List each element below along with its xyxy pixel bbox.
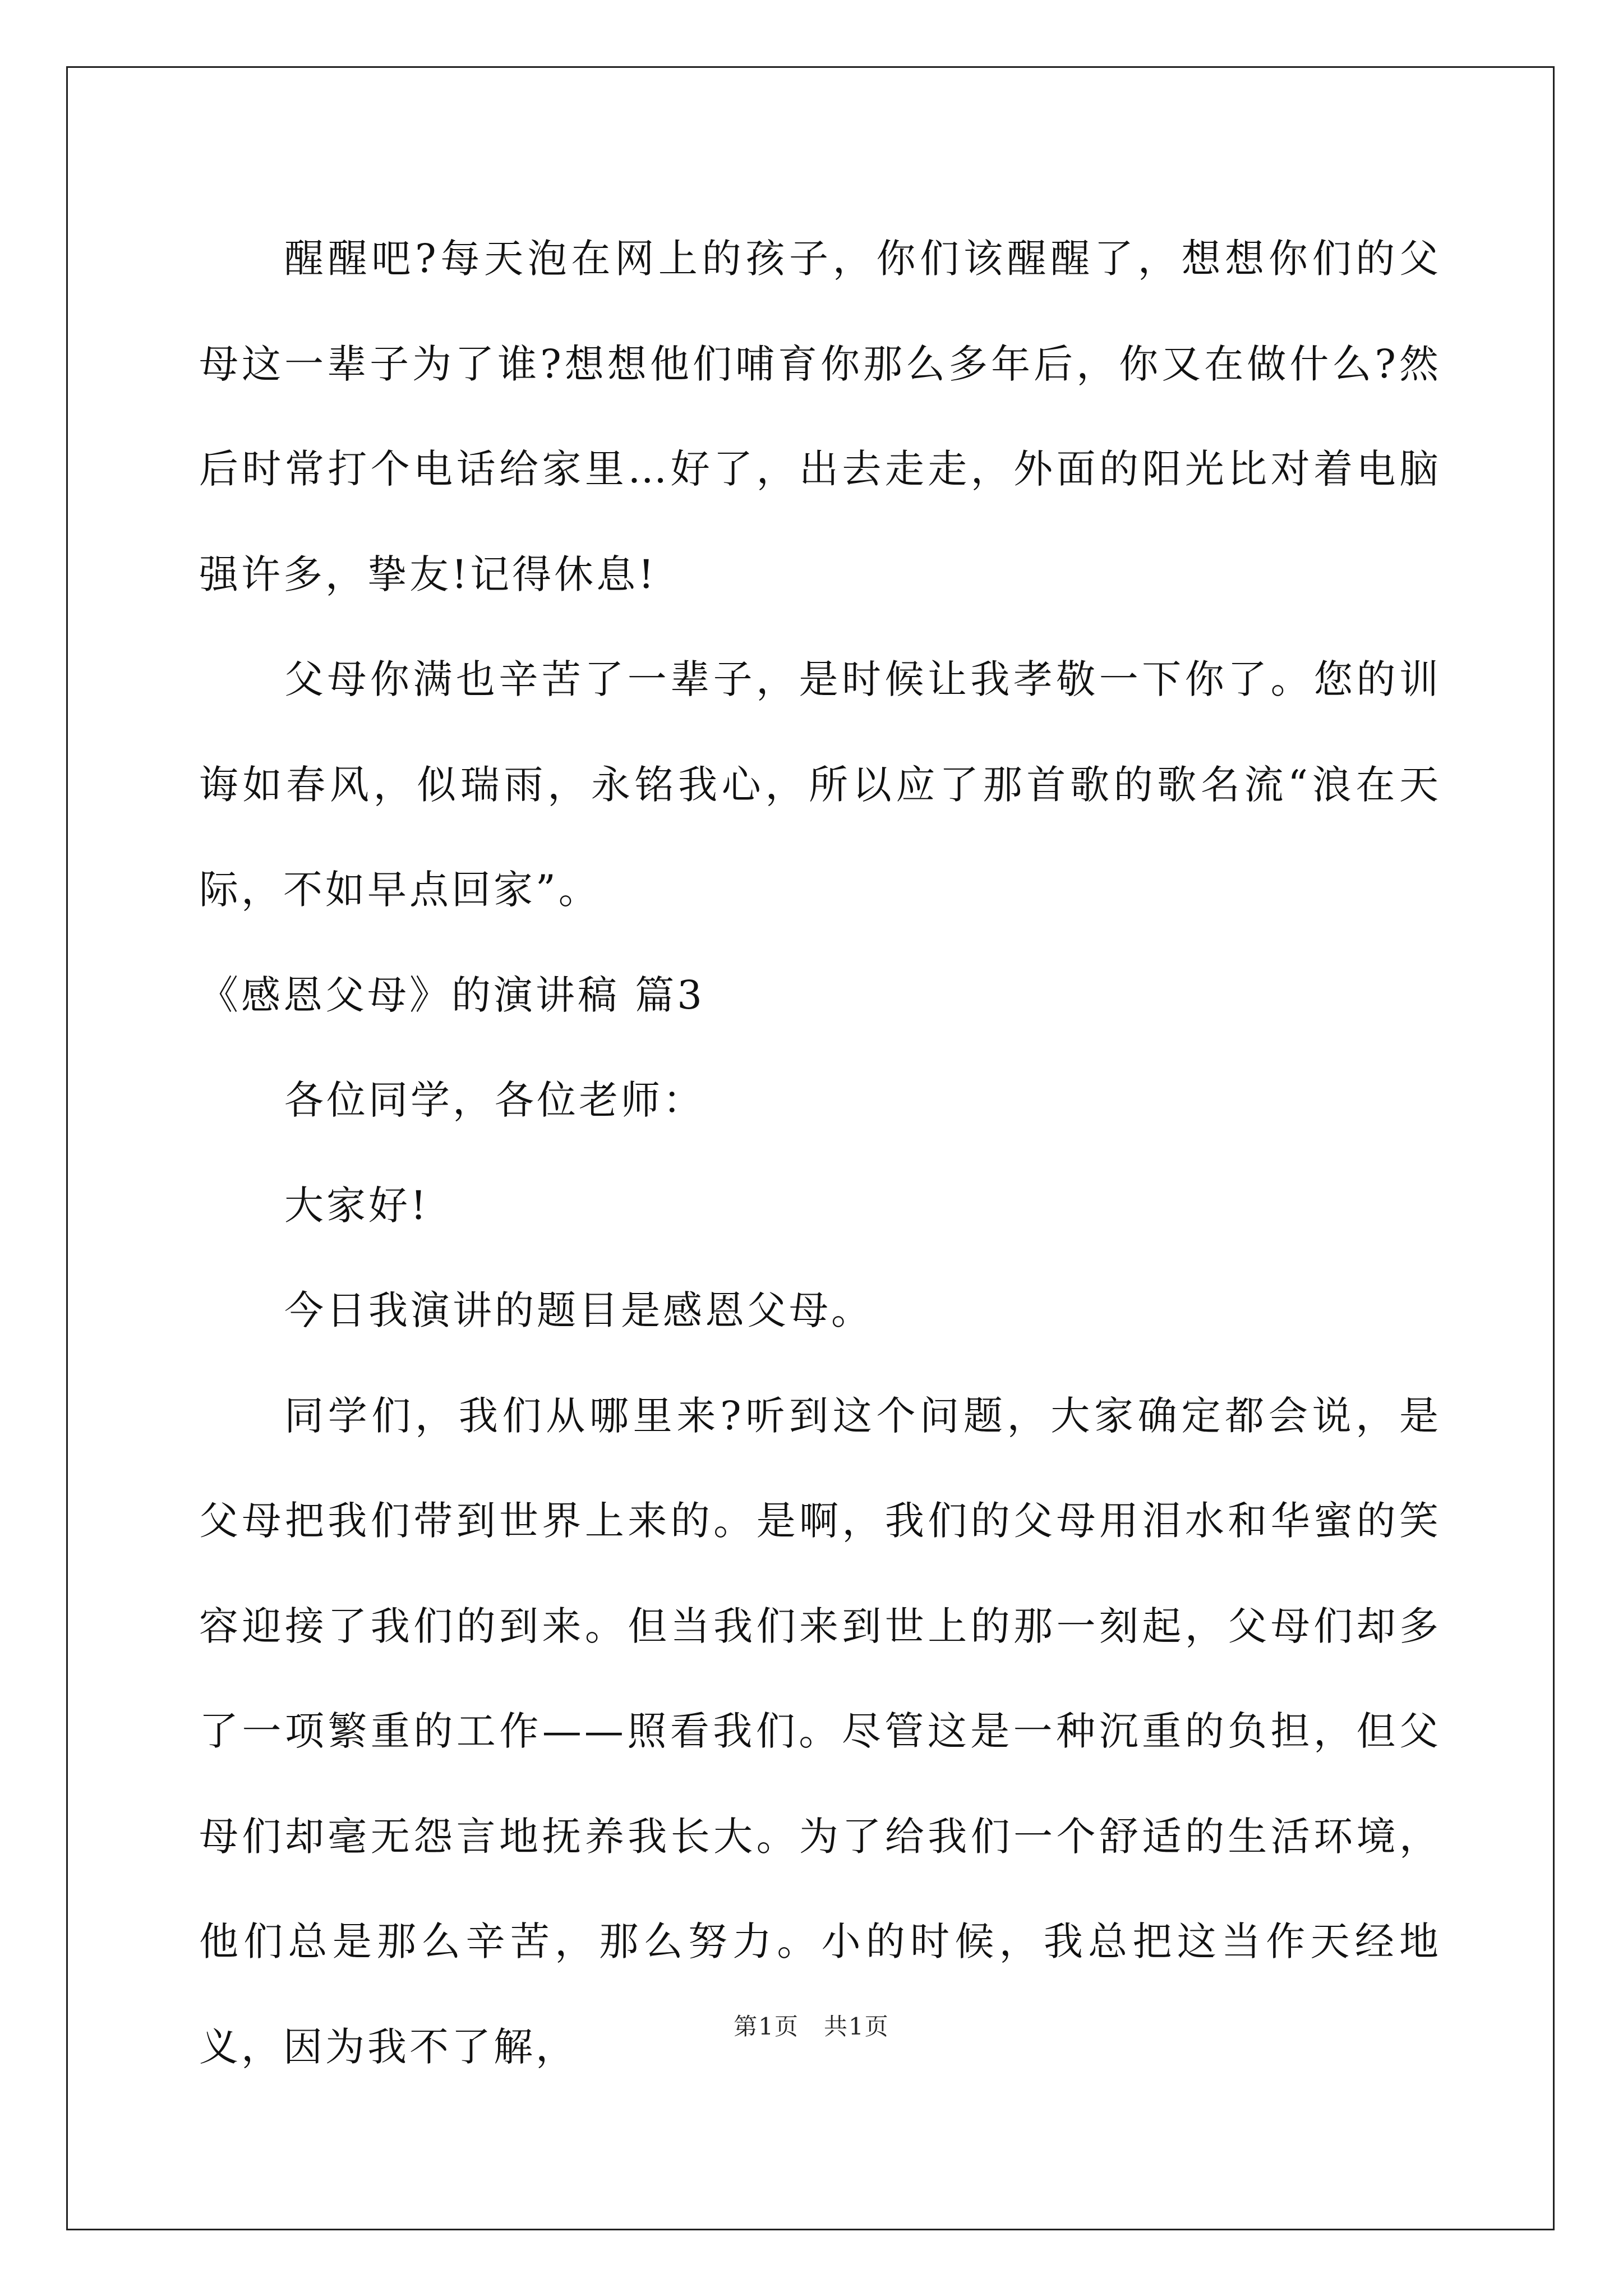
- section-heading: 《感恩父母》的演讲稿 篇3: [199, 972, 705, 1018]
- page-footer: 第1页 共1页: [734, 2013, 889, 2040]
- speech-salutation: 各位同学，各位老师：: [284, 1077, 705, 1123]
- document-body: [199, 206, 1441, 2100]
- paragraph-wake-up: 醒醒吧?每天泡在网上的孩子，你们该醒醒了，想想你们的父母这一辈子为了谁?想想他们哺育你那么多年后，你又在做什么?然后时常打个电话给家里…好了，出去走走，外面的阳光比对着电脑强许多，挚友!记得休息!: [199, 236, 1441, 597]
- speech-greeting: 大家好!: [284, 1182, 430, 1228]
- speech-topic: 今日我演讲的题目是感恩父母。: [284, 1287, 873, 1333]
- speech-body: 同学们，我们从哪里来?听到这个问题，大家确定都会说，是父母把我们带到世界上来的。是啊，我们的父母用泪水和华蜜的笑容迎接了我们的到来。但当我们来到世上的那一刻起，父母们却多了一项繁重的工作——照看我们。尽管这是一种沉重的负担，但父母们却毫无怨言地抚养我长大。为了给我们一个舒适的生活环境，他们总是那么辛苦，那么努力。小的时候，我总把这当作天经地义，因为我不了解，: [199, 1392, 1441, 2070]
- paragraph-parents: 父母你满也辛苦了一辈子，是时候让我孝敬一下你了。您的训诲如春风，似瑞雨，永铭我心，所以应了那首歌的歌名流“浪在天际，不如早点回家”。: [199, 656, 1441, 913]
